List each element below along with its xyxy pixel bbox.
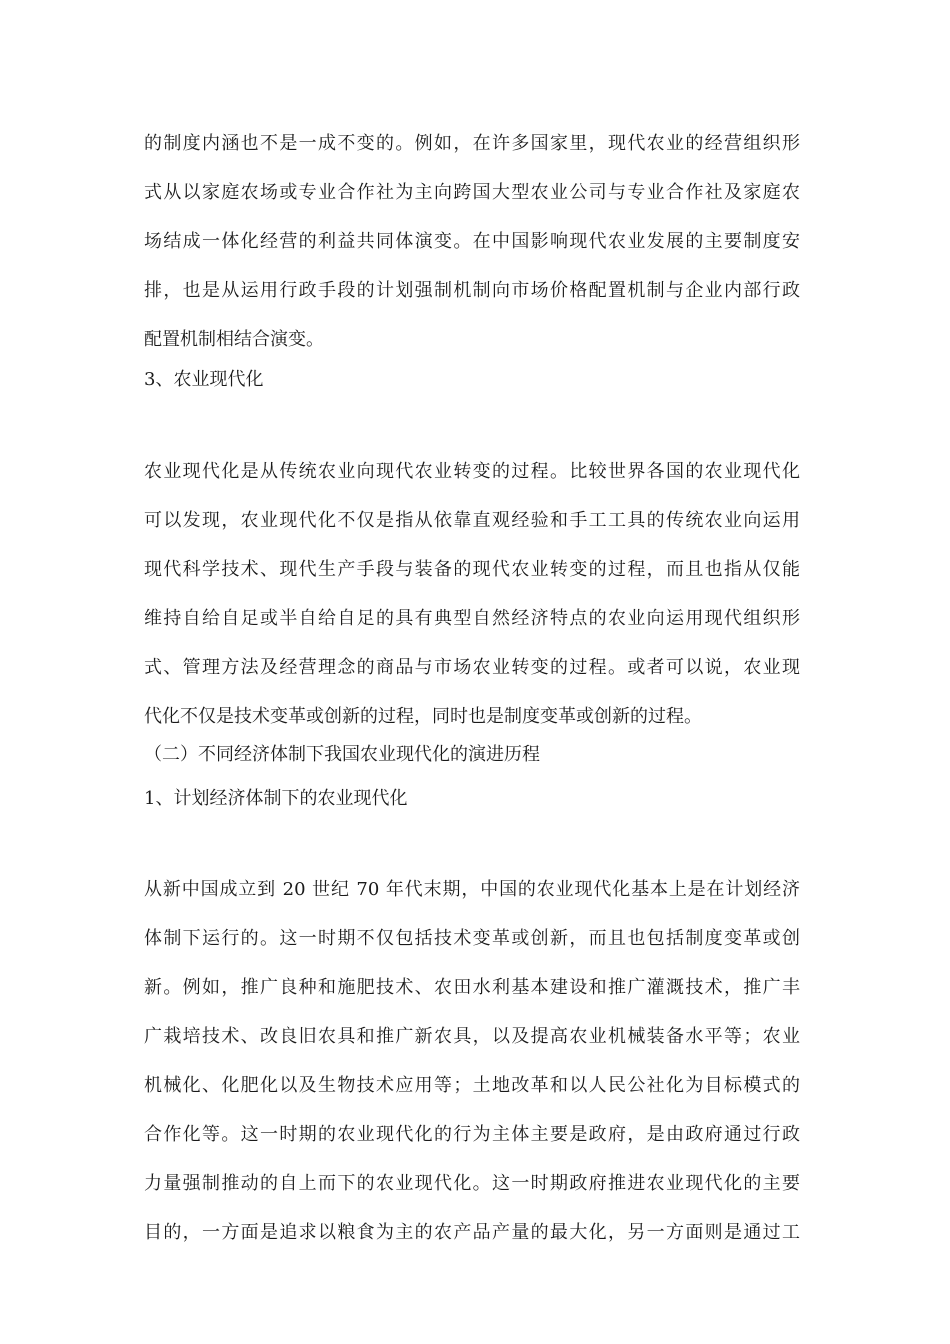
paragraph-line: 力量强制推动的自上而下的农业现代化。这一时期政府推进农业现代化的主要: [144, 1173, 800, 1194]
paragraph-line: 目的，一方面是追求以粮食为主的农产品产量的最大化，另一方面则是通过工: [144, 1222, 800, 1243]
paragraph-line: 场结成一体化经营的利益共同体演变。在中国影响现代农业发展的主要制度安: [144, 231, 800, 252]
paragraph-line: 可以发现，农业现代化不仅是指从依靠直观经验和手工工具的传统农业向运用: [144, 510, 800, 531]
paragraph-line: 维持自给自足或半自给自足的具有典型自然经济特点的农业向运用现代组织形: [144, 608, 800, 629]
paragraph-line: 代化不仅是技术变革或创新的过程，同时也是制度变革或创新的过程。: [144, 706, 702, 727]
paragraph-line: 新。例如，推广良种和施肥技术、农田水利基本建设和推广灌溉技术，推广丰: [144, 977, 800, 998]
paragraph-line: 的制度内涵也不是一成不变的。例如，在许多国家里，现代农业的经营组织形: [144, 133, 800, 154]
paragraph-line: 机械化、化肥化以及生物技术应用等；土地改革和以人民公社化为目标模式的: [144, 1075, 800, 1096]
section-heading: 3、农业现代化: [144, 369, 264, 390]
section-heading: 1、计划经济体制下的农业现代化: [144, 788, 408, 809]
paragraph-line: 农业现代化是从传统农业向现代农业转变的过程。比较世界各国的农业现代化: [144, 461, 800, 482]
section-heading: （二）不同经济体制下我国农业现代化的演进历程: [144, 744, 540, 765]
paragraph-line: 排，也是从运用行政手段的计划强制机制向市场价格配置机制与企业内部行政: [144, 280, 800, 301]
paragraph-line: 从新中国成立到 20 世纪 70 年代末期，中国的农业现代化基本上是在计划经济: [144, 879, 800, 900]
paragraph-line: 合作化等。这一时期的农业现代化的行为主体主要是政府，是由政府通过行政: [144, 1124, 800, 1145]
paragraph-line: 现代科学技术、现代生产手段与装备的现代农业转变的过程，而且也指从仅能: [144, 559, 800, 580]
paragraph-line: 配置机制相结合演变。: [144, 329, 324, 350]
paragraph-line: 式从以家庭农场或专业合作社为主向跨国大型农业公司与专业合作社及家庭农: [144, 182, 800, 203]
paragraph-line: 体制下运行的。这一时期不仅包括技术变革或创新，而且也包括制度变革或创: [144, 928, 800, 949]
paragraph-line: 广栽培技术、改良旧农具和推广新农具，以及提高农业机械装备水平等；农业: [144, 1026, 800, 1047]
paragraph-line: 式、管理方法及经营理念的商品与市场农业转变的过程。或者可以说，农业现: [144, 657, 800, 678]
